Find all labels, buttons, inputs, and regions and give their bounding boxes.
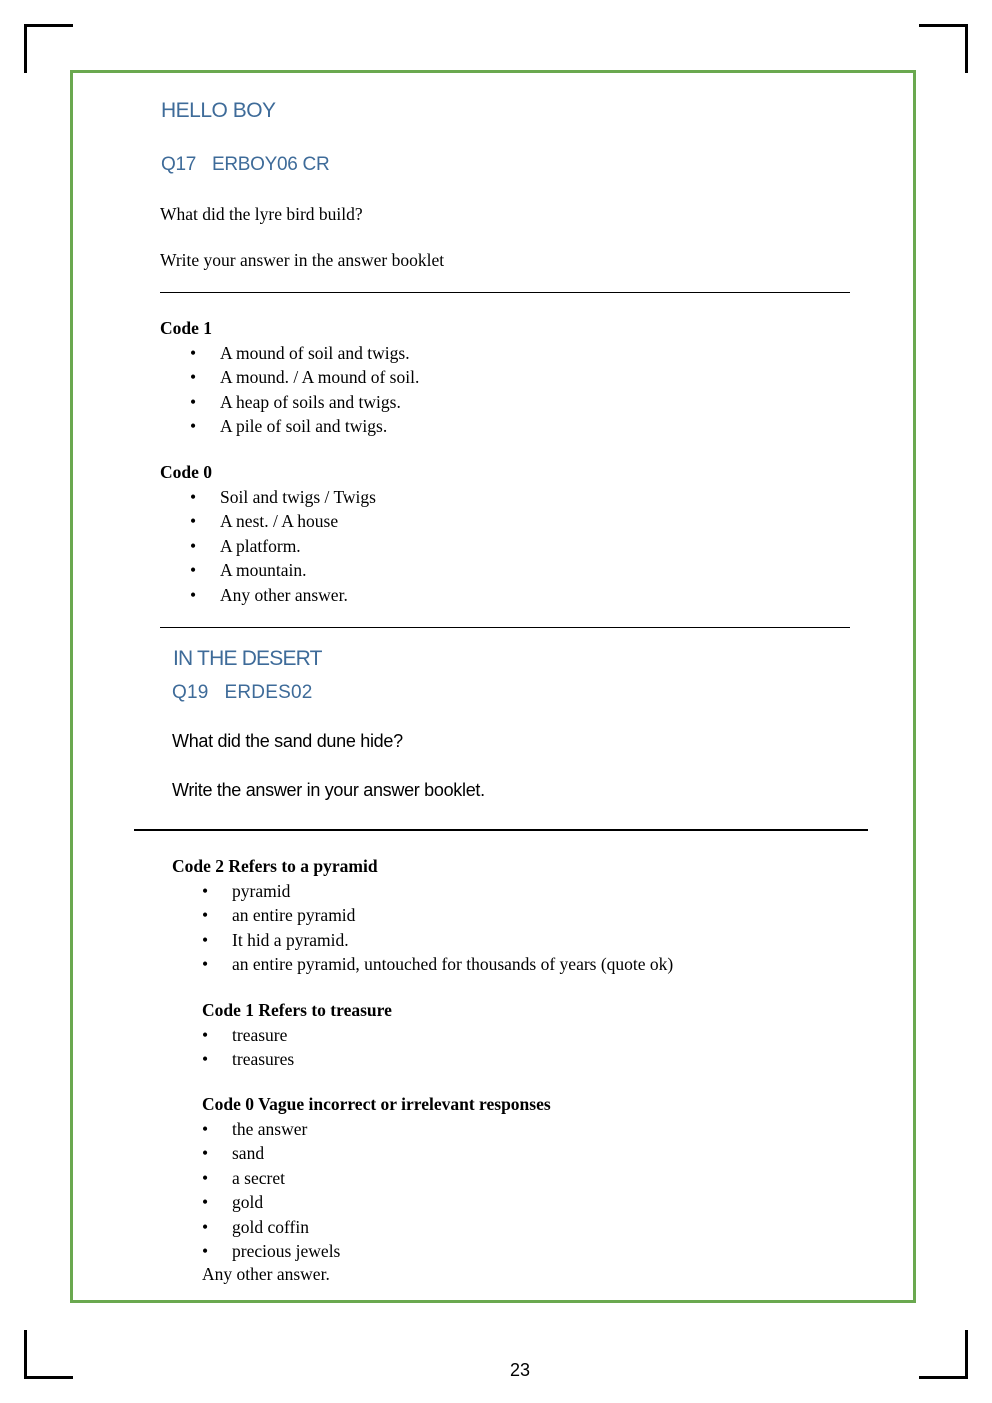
list-item: • treasure xyxy=(202,1023,294,1047)
bullet-icon: • xyxy=(190,367,197,388)
bullet-icon: • xyxy=(202,1025,209,1045)
bullet-icon: • xyxy=(202,1192,209,1213)
section1-code1-label: Code 1 xyxy=(160,318,213,338)
list-item: • sand xyxy=(202,1141,340,1165)
list-item: • a secret xyxy=(202,1166,340,1190)
crop-mark-top-left xyxy=(24,24,73,73)
list-item: • A nest. / A house xyxy=(190,509,376,533)
section2-code2-label: Code 2 Refers to a pyramid xyxy=(172,856,378,876)
section2-code2-list xyxy=(202,879,673,977)
bullet-icon: • xyxy=(202,929,209,950)
section1-question-id xyxy=(161,154,329,176)
list-item: • treasures xyxy=(202,1047,294,1071)
list-item: • Any other answer. xyxy=(190,583,376,607)
list-item: • A platform. xyxy=(190,534,376,558)
section2-instruction: Write the answer in your answer booklet. xyxy=(172,780,485,800)
divider xyxy=(134,829,868,831)
list-item: • Soil and twigs / Twigs xyxy=(190,485,376,509)
section1-question: What did the lyre bird build? xyxy=(160,204,363,224)
bullet-icon: • xyxy=(190,487,197,507)
list-item: • It hid a pyramid. xyxy=(202,928,673,952)
list-item: • precious jewels xyxy=(202,1239,340,1263)
list-item: • gold coffin xyxy=(202,1215,340,1239)
section1-title: HELLO BOY xyxy=(161,99,276,122)
list-item: • gold xyxy=(202,1190,340,1214)
list-item: • the answer xyxy=(202,1117,340,1141)
section2-code1-label: Code 1 Refers to treasure xyxy=(202,1000,392,1020)
section1-code0-label: Code 0 xyxy=(160,462,213,482)
bullet-icon: • xyxy=(202,1143,209,1164)
section2-question: What did the sand dune hide? xyxy=(172,731,403,751)
divider xyxy=(160,627,850,628)
list-item: • A mound of soil and twigs. xyxy=(190,341,419,365)
section2-code0-list xyxy=(202,1117,340,1263)
section2-question-number: Q19 xyxy=(172,682,209,703)
section1-instruction: Write your answer in the answer booklet xyxy=(160,250,445,270)
bullet-icon: • xyxy=(190,560,197,581)
list-item: • A pile of soil and twigs. xyxy=(190,414,419,438)
bullet-icon: • xyxy=(202,1119,209,1139)
bullet-icon: • xyxy=(190,584,197,605)
section1-code1-list xyxy=(190,341,419,439)
section2-title: IN THE DESERT xyxy=(173,647,322,670)
bullet-icon: • xyxy=(202,1240,209,1261)
section2-question-id xyxy=(172,682,313,704)
list-item: • A heap of soils and twigs. xyxy=(190,390,419,414)
bullet-icon: • xyxy=(202,1167,209,1188)
bullet-icon: • xyxy=(202,881,209,901)
bullet-icon: • xyxy=(202,1216,209,1237)
crop-mark-top-right xyxy=(919,24,968,73)
list-item: • A mountain. xyxy=(190,558,376,582)
list-item: • pyramid xyxy=(202,879,673,903)
bullet-icon: • xyxy=(190,535,197,556)
section2-question-code: ERDES02 xyxy=(224,682,313,703)
bullet-icon: • xyxy=(190,511,197,532)
section2-code0-footer: Any other answer. xyxy=(202,1264,330,1284)
section1-question-number: Q17 xyxy=(161,154,197,175)
bullet-icon: • xyxy=(202,1049,209,1070)
bullet-icon: • xyxy=(202,954,209,975)
divider xyxy=(160,292,850,293)
section2-code1-list xyxy=(202,1023,294,1072)
list-item: • an entire pyramid, untouched for thousands of years (quote ok) xyxy=(202,952,673,976)
section2-code0-label: Code 0 Vague incorrect or irrelevant responses xyxy=(202,1094,551,1114)
section1-question-code: ERBOY06 CR xyxy=(212,154,330,175)
bullet-icon: • xyxy=(190,343,197,363)
list-item: • an entire pyramid xyxy=(202,903,673,927)
section1-code0-list xyxy=(190,485,376,607)
content-frame xyxy=(70,70,916,1303)
list-item: • A mound. / A mound of soil. xyxy=(190,365,419,389)
bullet-icon: • xyxy=(202,905,209,926)
bullet-icon: • xyxy=(190,391,197,412)
bullet-icon: • xyxy=(190,416,197,437)
page-number: 23 xyxy=(509,1360,531,1380)
